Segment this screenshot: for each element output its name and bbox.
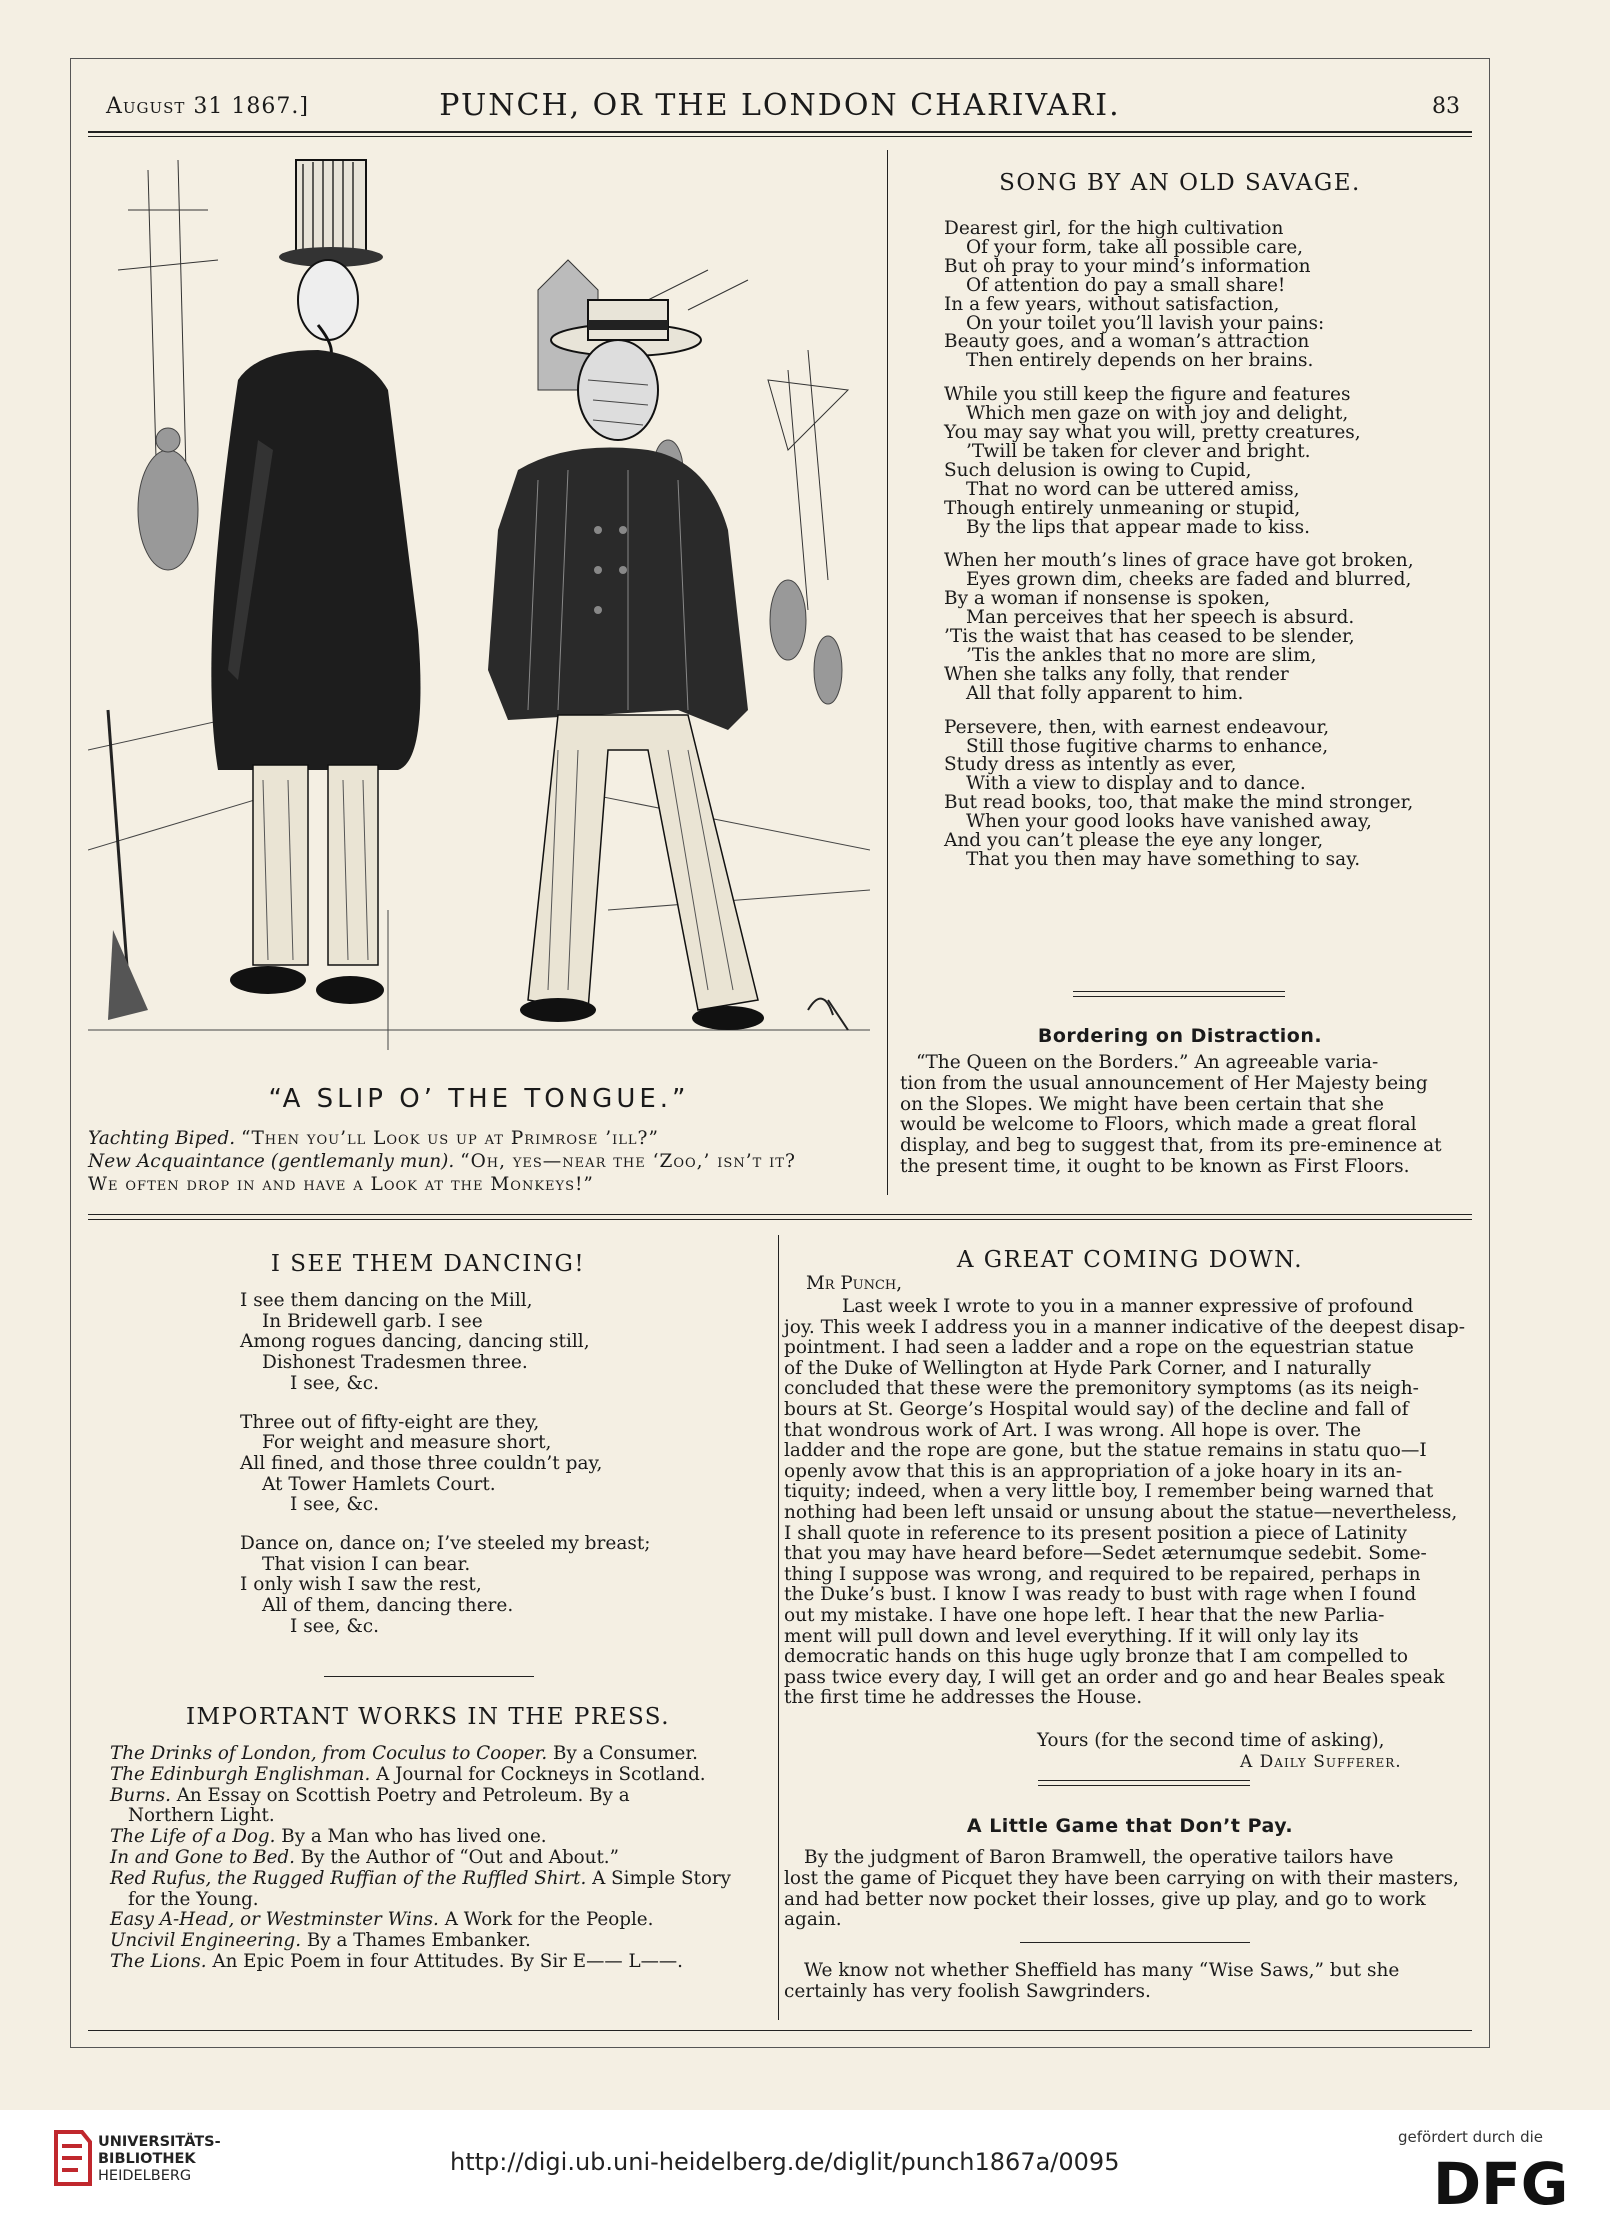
verse-line: I see, &c. [290,1372,380,1394]
paragraph-line: By the judgment of Baron Bramwell, the operative tailors have [804,1847,1394,1868]
cartoon-title: “A SLIP O’ THE TONGUE.” [268,1084,690,1114]
work-description: By a Man who has lived one. [281,1826,547,1848]
work-entry [110,1847,619,1868]
coming-down-title: A GREAT COMING DOWN. [956,1247,1304,1273]
dfg-logo-text: DFG [1433,2152,1569,2212]
section-rule [1038,1785,1250,1786]
masthead-rule-thin [88,136,1472,137]
signature: A Daily Sufferer. [1240,1752,1402,1772]
paragraph-line: on the Slopes. We might have been certain that she [900,1093,1384,1115]
verse-line: Still those fugitive charms to enhance, [966,735,1329,757]
verse-line: For weight and measure short, [262,1432,552,1454]
library-logo-icon [52,2128,94,2188]
speaker-note: (gentlemanly mun). [270,1151,455,1172]
verse-line: Man perceives that her speech is absurd. [966,607,1355,629]
song-title: SONG BY AN OLD SAVAGE. [999,170,1361,196]
masthead-rule [88,131,1472,133]
section-divider [88,1219,1472,1220]
verse-line: Beauty goes, and a woman’s attraction [944,331,1310,353]
bottom-rule [88,2030,1472,2031]
paragraph-line: lost the game of Picquet they have been carrying on with their masters, [784,1867,1459,1889]
paragraph-line: the present time, it ought to be known as First Floors. [900,1156,1410,1177]
work-entry [110,1909,653,1930]
work-description: for the Young. [128,1888,259,1910]
letter-line: thing I suppose was wrong, and required to be repaired, perhaps in [784,1563,1421,1585]
work-entry [110,1826,547,1847]
work-entry [128,1805,275,1826]
verse-line: But oh pray to your mind’s information [944,255,1311,277]
work-title: In and Gone to Bed. [110,1847,295,1868]
verse-line: ’Twill be taken for clever and bright. [966,440,1311,462]
verse-line: When your good looks have vanished away, [966,811,1372,833]
cartoon-illustration [88,150,870,1068]
dialog-text: “Oh, yes—near the ‘Zoo,’ isn’t it? [460,1151,796,1172]
letter-line: that you may have heard before—Sedet æternumque sedebit. Some- [784,1543,1427,1565]
source-url-link[interactable]: http://digi.ub.uni-heidelberg.de/diglit/punch1867a/0095 [450,2148,1120,2176]
work-entry [110,1764,706,1785]
library-name [98,2134,221,2185]
work-title: Red Rufus, the Rugged Ruffian of the Ruffled Shirt. [110,1867,587,1889]
funded-by-label: gefördert durch die [1398,2128,1543,2146]
paragraph-line: We know not whether Sheffield has many “Wise Saws,” but she [804,1960,1400,1981]
verse-line: Eyes grown dim, cheeks are faded and blurred, [966,569,1412,591]
work-description: Northern Light. [128,1805,275,1827]
letter-line: ladder and the rope are gone, but the statue remains in statu quo—I [784,1440,1427,1462]
letter-line: the first time he addresses the House. [784,1687,1143,1709]
work-description: A Simple Story [592,1867,731,1889]
letter-line: nothing had been left unsaid or unsung about the statue—nevertheless, [784,1502,1458,1523]
bordering-title: Bordering on Distraction. [1037,1025,1323,1047]
verse-line: ’Tis the waist that has ceased to be slender, [944,626,1355,647]
work-entry [128,1889,259,1910]
letter-line: pass twice every day, I will get an order and go and hear Beales speak [784,1666,1445,1688]
column-divider [887,150,888,1195]
work-description: A Journal for Cockneys in Scotland. [376,1763,706,1785]
letter-line: Last week I wrote to you in a manner expressive of profound [842,1296,1414,1317]
page-number: 83 [1432,94,1460,119]
verse-line: You may say what you will, pretty creatures, [944,422,1361,443]
paragraph-line: would be welcome to Floors, which made a great floral [900,1114,1417,1136]
verse-line: When she talks any folly, that render [944,663,1289,685]
work-description: An Epic Poem in four Attitudes. By Sir E—— L——. [212,1951,683,1972]
verse-line: Dearest girl, for the high cultivation [944,218,1284,239]
verse-line: Study dress as intently as ever, [944,754,1237,776]
speaker-label: New Acquaintance [88,1151,265,1172]
section-rule [1073,996,1285,997]
cartoon-dialog-2 [88,1151,888,1172]
section-rule [324,1676,534,1677]
library-name-line: HEIDELBERG [98,2168,192,2184]
work-entry [110,1868,731,1889]
verse-line: All fined, and those three couldn’t pay, [240,1452,603,1474]
verse-line: Among rogues dancing, dancing still, [240,1331,590,1353]
letter-line: pointment. I had seen a ladder and a rope on the equestrian statue [784,1337,1414,1359]
verse-line: By a woman if nonsense is spoken, [944,588,1271,610]
little-game-title: A Little Game that Don’t Pay. [966,1815,1294,1837]
verse-line: Dishonest Tradesmen three. [262,1352,528,1374]
cartoon-dialog-3 [88,1174,888,1195]
work-description: A Work for the People. [444,1909,654,1931]
verse-line: In Bridewell garb. I see [262,1310,483,1332]
cartoon-dialog-1 [88,1128,888,1149]
verse-line: With a view to display and to dance. [966,773,1306,795]
dialog-text: We often drop in and have a Look at the Monkeys!” [88,1174,594,1195]
verse-line: Though entirely unmeaning or stupid, [944,497,1301,519]
works-title: IMPORTANT WORKS IN THE PRESS. [185,1704,671,1730]
work-title: Easy A-Head, or Westminster Wins. [110,1909,439,1931]
issue-date: August 31 1867.] [106,94,309,119]
verse-line: Persevere, then, with earnest endeavour, [944,716,1330,738]
verse-line: Such delusion is owing to Cupid, [944,459,1252,481]
dialog-text: “Then you’ll Look us up at Primrose ’ill?” [241,1128,659,1149]
section-rule [1020,1942,1250,1943]
verse-line: Of attention do pay a small share! [966,274,1286,296]
verse-line: Which men gaze on with joy and delight, [966,403,1349,425]
verse-line: I see, &c. [290,1494,380,1516]
paragraph-line: certainly has very foolish Sawgrinders. [784,1980,1151,2002]
verse-line: Of your form, take all possible care, [966,236,1304,258]
work-entry [110,1785,630,1806]
verse-line: That vision I can bear. [262,1553,471,1575]
work-title: The Lions. [110,1951,207,1972]
section-rule [1038,1780,1250,1781]
letter-line: ment will pull down and level everything. If it will only lay its [784,1625,1359,1647]
letter-line: concluded that these were the premonitory symptoms (as its neigh- [784,1378,1419,1400]
salutation: Mr Punch, [806,1273,903,1294]
library-name-line: BIBLIOTHEK [98,2151,196,2167]
work-title: Uncivil Engineering. [110,1930,302,1952]
masthead [88,88,1472,128]
section-divider [88,1214,1472,1215]
paragraph-line: again. [784,1909,842,1931]
verse-line: At Tower Hamlets Court. [262,1473,496,1495]
column-divider [778,1235,779,2020]
verse-line: All of them, dancing there. [262,1595,514,1617]
dancing-title: I SEE THEM DANCING! [270,1251,586,1277]
letter-line: of the Duke of Wellington at Hyde Park Corner, and I naturally [784,1357,1372,1379]
verse-line: Three out of fifty-eight are they, [240,1411,540,1433]
verse-line: But read books, too, that make the mind stronger, [944,792,1414,814]
verse-line: And you can’t please the eye any longer, [944,830,1324,851]
work-description: By a Consumer. [553,1743,698,1764]
signoff: Yours (for the second time of asking), [1037,1730,1385,1751]
verse-line: Dance on, dance on; I’ve steeled my breast; [240,1533,651,1554]
work-entry [110,1930,531,1951]
letter-line: out my mistake. I have one hope left. I hear that the new Parlia- [784,1605,1385,1626]
verse-line: I only wish I saw the rest, [240,1574,482,1596]
verse-line: On your toilet you’ll lavish your pains: [966,312,1325,334]
work-description: An Essay on Scottish Poetry and Petroleum. By a [176,1784,630,1806]
work-description: By a Thames Embanker. [306,1930,531,1952]
verse-line: That you then may have something to say. [966,848,1361,870]
work-title: Burns. [110,1784,171,1806]
letter-line: democratic hands on this huge ugly bronze that I am compelled to [784,1646,1409,1668]
paragraph-line: display, and beg to suggest that, from its pre-eminence at [900,1135,1442,1157]
verse-line: In a few years, without satisfaction, [944,293,1280,315]
publication-title: PUNCH, OR THE LONDON CHARIVARI. [439,88,1121,123]
letter-line: openly avow that this is an appropriation of a joke hoary in its an- [784,1460,1403,1482]
verse-line: Then entirely depends on her brains. [966,350,1314,372]
paragraph-line: “The Queen on the Borders.” An agreeable varia- [916,1052,1379,1073]
work-entry [110,1743,698,1764]
letter-line: joy. This week I address you in a manner indicative of the deepest disap- [784,1316,1466,1338]
verse-line: I see them dancing on the Mill, [240,1290,533,1311]
letter-line: tiquity; indeed, when a very little boy, I remember being warned that [784,1481,1434,1503]
letter-line: bours at St. George’s Hospital would say) of the decline and fall of [784,1399,1409,1420]
verse-line: While you still keep the figure and features [944,384,1351,406]
work-description: By the Author of “Out and About.” [300,1847,619,1868]
verse-line: When her mouth’s lines of grace have got broken, [944,550,1414,572]
verse-line: By the lips that appear made to kiss. [966,516,1310,538]
verse-line: I see, &c. [290,1615,380,1637]
speaker-label: Yachting Biped. [88,1128,236,1149]
verse-line: All that folly apparent to him. [966,682,1244,704]
work-title: The Drinks of London, from Coculus to Cooper. [110,1743,548,1764]
verse-line: ’Tis the ankles that no more are slim, [966,644,1317,666]
verse-line: That no word can be uttered amiss, [966,478,1300,500]
paragraph-line: tion from the usual announcement of Her Majesty being [900,1072,1428,1094]
section-rule [1073,991,1285,992]
library-name-line: UNIVERSITÄTS- [98,2134,221,2150]
dfg-logo-icon [1433,2152,1593,2212]
work-entry [110,1951,683,1972]
work-title: The Edinburgh Englishman. [110,1763,371,1785]
work-title: The Life of a Dog. [110,1826,276,1848]
paragraph-line: and had better now pocket their losses, give up play, and go to work [784,1888,1426,1910]
letter-line: I shall quote in reference to its present position a piece of Latinity [784,1522,1407,1544]
letter-line: the Duke’s bust. I know I was ready to bust with rage when I found [784,1584,1417,1606]
letter-line: that wondrous work of Art. I was wrong. All hope is over. The [784,1419,1362,1441]
